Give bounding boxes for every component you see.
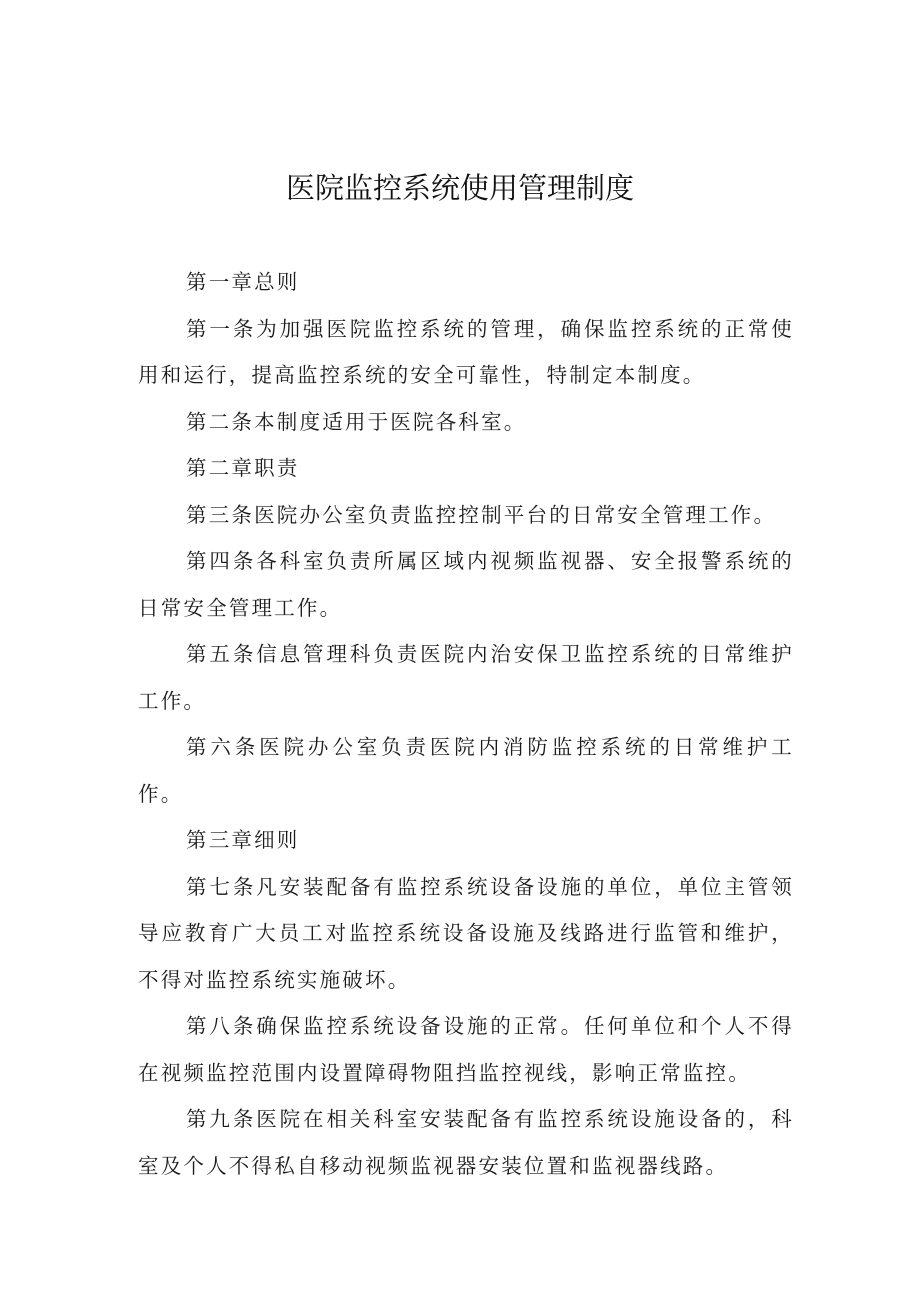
chapter-heading: 第三章细则 xyxy=(186,828,300,852)
article-paragraph: 第二条本制度适用于医院各科室。 xyxy=(186,409,527,434)
document-body xyxy=(138,259,794,1189)
article-paragraph: 第四条各科室负责所属区域内视频监视器、安全报警系统的日常安全管理工作。 xyxy=(138,549,794,620)
chapter-heading: 第一章总则 xyxy=(186,270,300,294)
article-paragraph: 第八条确保监控系统设备设施的正常。任何单位和个人不得在视频监控范围内设置障碍物阻挡监控视线，影响正常监控。 xyxy=(138,1014,794,1085)
document-title: 医院监控系统使用管理制度 xyxy=(285,171,634,205)
article-paragraph: 第五条信息管理科负责医院内治安保卫监控系统的日常维护工作。 xyxy=(138,642,794,713)
article-paragraph: 第一条为加强医院监控系统的管理，确保监控系统的正常使用和运行，提高监控系统的安全可靠性，特制定本制度。 xyxy=(138,316,794,387)
article-paragraph: 第三条医院办公室负责监控控制平台的日常安全管理工作。 xyxy=(186,502,777,527)
article-paragraph: 第六条医院办公室负责医院内消防监控系统的日常维护工作。 xyxy=(138,735,794,806)
chapter-heading: 第二章职责 xyxy=(186,456,300,480)
article-paragraph: 第九条医院在相关科室安装配备有监控系统设施设备的，科室及个人不得私自移动视频监视器安装位置和监视器线路。 xyxy=(138,1107,794,1178)
article-paragraph: 第七条凡安装配备有监控系统设备设施的单位，单位主管领导应教育广大员工对监控系统设备设施及线路进行监管和维护，不得对监控系统实施破坏。 xyxy=(138,874,794,992)
